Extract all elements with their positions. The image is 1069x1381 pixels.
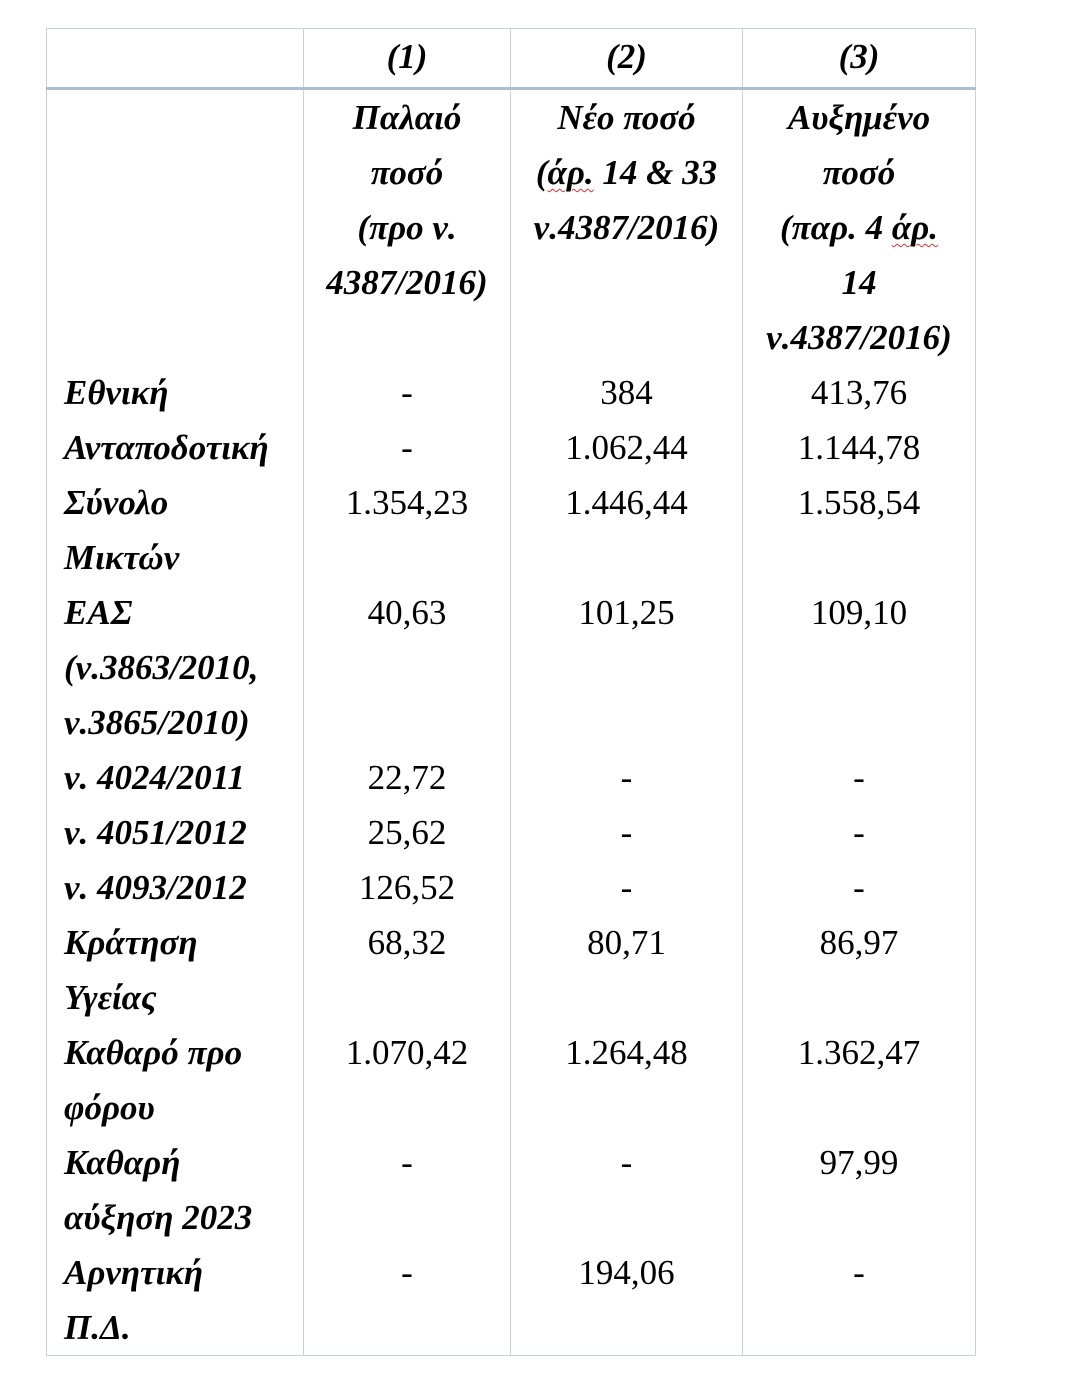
value-col-3-text: - [853,758,865,797]
row-label-text: Ανταποδοτική [64,428,269,467]
value-col-2 [511,365,743,420]
value-col-1-text: - [401,1253,413,1292]
value-col-2-text: 194,06 [578,1253,675,1292]
table-row [47,805,976,860]
row-label [47,750,304,805]
row-label-text: ν. 4051/2012 [64,813,247,852]
value-col-3-text: 1.558,54 [797,483,921,522]
column-title-row [47,89,976,366]
value-col-2 [511,750,743,805]
value-col-3-text: 413,76 [810,373,908,412]
value-col-2 [511,915,743,1025]
row-label-text: Καθαρή αύξηση 2023 [64,1143,253,1237]
value-col-3 [743,1245,976,1356]
value-col-3 [743,860,976,915]
column-number-2: (2) [511,29,743,89]
value-col-3 [743,420,976,475]
value-col-2 [511,860,743,915]
value-col-3-text: 1.144,78 [797,428,921,467]
value-col-2 [511,475,743,585]
value-col-1-text: - [401,428,413,467]
row-label-text: Εθνική [64,373,169,412]
value-col-2-text: 1.446,44 [565,483,688,522]
title-fragment: 14 & 33 [593,153,718,192]
value-col-1-text: 25,62 [367,813,447,852]
value-col-3 [743,1135,976,1245]
value-col-1-text: 1.070,42 [345,1033,469,1072]
value-col-1-text: - [401,373,413,412]
value-col-2-text: - [620,868,633,907]
value-col-3 [743,915,976,1025]
value-col-2-text: 384 [600,373,653,412]
value-col-1 [304,585,511,750]
value-col-1-text: 68,32 [367,923,447,962]
value-col-1-text: - [401,1143,413,1182]
value-col-3-text: - [853,813,865,852]
value-col-1 [304,1025,511,1135]
row-label [47,860,304,915]
title-line: Νέο ποσό [557,98,696,137]
title-fragment: ( [535,153,548,192]
value-col-3-text: - [853,868,865,907]
spellcheck-word: άρ. [891,208,939,247]
table-row [47,1245,976,1356]
column-title-old-amount [304,89,511,366]
value-col-2-text: 1.062,44 [565,428,688,467]
table-row [47,860,976,915]
title-line: Παλαιό [352,98,462,137]
value-col-1 [304,420,511,475]
value-col-3 [743,365,976,420]
title-line: ποσό [370,153,444,192]
value-col-1 [304,1135,511,1245]
table-row [47,750,976,805]
title-line: ν.4387/2016) [766,318,952,357]
value-col-2 [511,1135,743,1245]
column-number-1: (1) [304,29,511,89]
value-col-3 [743,1025,976,1135]
value-col-1-text: 22,72 [367,758,447,797]
value-col-1 [304,1245,511,1356]
title-line: ποσό [822,153,896,192]
table-row [47,420,976,475]
value-col-2-text: 80,71 [587,923,666,962]
title-line: ν.4387/2016) [533,208,720,247]
title-line: (προ ν. [357,208,457,247]
row-label [47,805,304,860]
title-corner-cell [47,89,304,366]
value-col-1 [304,750,511,805]
value-col-3-text: 109,10 [810,593,908,632]
row-label [47,1025,304,1135]
corner-cell [47,29,304,89]
table-row [47,365,976,420]
row-label-text: ν. 4024/2011 [64,758,245,797]
row-label-text: Αρνητική Π.Δ. [64,1253,204,1347]
row-label [47,1245,304,1356]
value-col-2-text: 1.264,48 [565,1033,688,1072]
spellcheck-word: άρ. [547,153,594,192]
column-number-3: (3) [743,29,976,89]
row-label-text: ΕΑΣ (ν.3863/2010, ν.3865/2010) [64,593,259,742]
title-line: Αυξημένο [787,98,931,137]
value-col-1-text: 126,52 [358,868,456,907]
value-col-2-text: - [620,813,633,852]
value-col-2-text: - [620,758,633,797]
value-col-3-text: 86,97 [819,923,899,962]
comparison-table [46,28,976,1356]
value-col-3 [743,750,976,805]
row-label [47,1135,304,1245]
value-col-2 [511,1245,743,1356]
column-title-new-amount [511,89,743,366]
table-row [47,475,976,585]
row-label-text: Καθαρό προ φόρου [64,1033,243,1127]
table-row [47,1025,976,1135]
value-col-2-text: - [620,1143,633,1182]
title-line [743,200,975,255]
value-col-2-text: 101,25 [578,593,675,632]
table-row [47,585,976,750]
value-col-1 [304,365,511,420]
table-row [47,915,976,1025]
row-label [47,365,304,420]
value-col-3 [743,585,976,750]
value-col-1-text: 1.354,23 [345,483,469,522]
value-col-2 [511,1025,743,1135]
row-label [47,475,304,585]
value-col-3 [743,805,976,860]
value-col-2 [511,805,743,860]
value-col-3-text: 1.362,47 [797,1033,921,1072]
row-label-text: Σύνολο Μικτών [64,483,180,577]
value-col-3-text: - [853,1253,865,1292]
value-col-1 [304,805,511,860]
value-col-2 [511,585,743,750]
title-line: 4387/2016) [326,263,488,302]
value-col-1 [304,475,511,585]
row-label-text: Κράτηση Υγείας [64,923,198,1017]
value-col-1-text: 40,63 [367,593,447,632]
title-line [511,145,742,200]
table-body [47,365,976,1356]
value-col-3-text: 97,99 [819,1143,899,1182]
value-col-1 [304,915,511,1025]
column-number-row [47,29,976,89]
value-col-2 [511,420,743,475]
row-label [47,420,304,475]
value-col-3 [743,475,976,585]
title-line: 14 [841,263,877,302]
row-label [47,585,304,750]
row-label [47,915,304,1025]
title-fragment: (παρ. 4 [779,208,892,247]
value-col-1 [304,860,511,915]
row-label-text: ν. 4093/2012 [64,868,247,907]
table-row [47,1135,976,1245]
column-title-increased-amount [743,89,976,366]
